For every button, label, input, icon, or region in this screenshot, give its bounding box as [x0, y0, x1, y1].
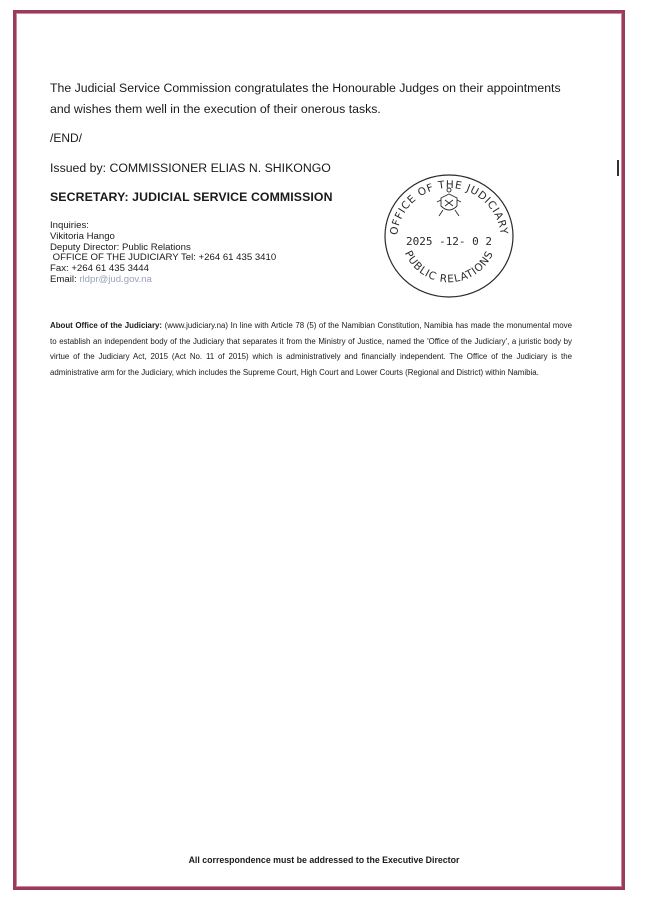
- office-stamp: [381, 170, 517, 300]
- email-label: Email:: [50, 273, 80, 285]
- about-section: [50, 318, 575, 380]
- issued-by: Issued by: COMMISSIONER ELIAS N. SHIKONGO: [50, 161, 331, 175]
- contact-block: [50, 221, 276, 286]
- stamp-date: 2025 -12- 0 2: [405, 235, 493, 248]
- page-border-inner: [16, 13, 622, 887]
- secretary-title: SECRETARY: JUDICIAL SERVICE COMMISSION: [50, 190, 333, 204]
- contact-office-tel: OFFICE OF THE JUDICIARY Tel: +264 61 435 3410: [50, 252, 277, 264]
- footer-note: All correspondence must be addressed to the Executive Director: [188, 855, 460, 865]
- contact-fax: Fax: +264 61 435 3444: [50, 263, 149, 275]
- email-link[interactable]: rldpr@jud.gov.na: [79, 273, 152, 285]
- coat-of-arms-icon: [437, 188, 461, 216]
- inquiries-label: Inquiries:: [50, 220, 89, 231]
- scan-mark: [617, 160, 619, 176]
- about-text: (www.judiciary.na) In line with Article 78 (5) of the Namibian Constitution, Namibia has made the monumental move to establish an independent body of the Judiciary that separates it from the Ministry of Justice, named the 'Office of the Judiciary', a juristic body by virtue of the Judiciary Act, 2015 (Act No. 11 of 2015) which is administratively and financially independent. The Office of the Judiciary is the administrative arm for the Judiciary, which includes the Supreme Court, High Court and Lower Courts (Regional and District) within Namibia.: [50, 321, 575, 377]
- congratulations-paragraph: The Judicial Service Commission congratulates the Honourable Judges on their appointments and wishes them well in the execution of their onerous tasks.: [50, 81, 561, 116]
- about-label: About Office of the Judiciary:: [50, 321, 163, 330]
- stamp-top-text: OFFICE OF THE JUDICIARY: [388, 178, 510, 236]
- contact-title: Deputy Director: Public Relations: [50, 241, 191, 253]
- contact-email: [50, 275, 276, 286]
- stamp-bottom-text: PUBLIC RELATIONS: [401, 248, 497, 286]
- end-marker: /END/: [50, 131, 83, 145]
- contact-name: Vikitoria Hango: [50, 230, 115, 242]
